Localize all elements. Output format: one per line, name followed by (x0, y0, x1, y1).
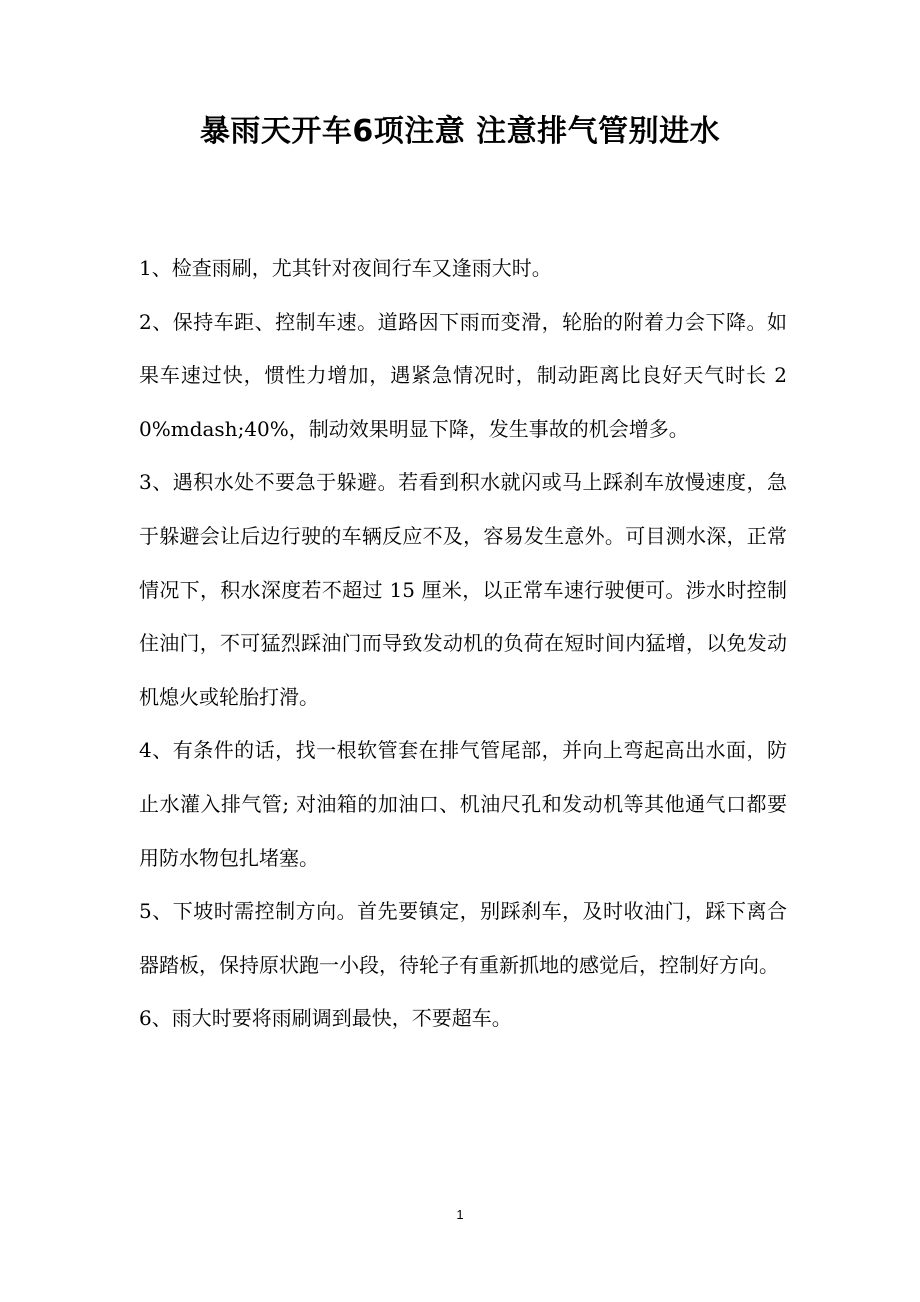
paragraph-2: 2、保持车距、控制车速。道路因下雨而变滑，轮胎的附着力会下降。如果车速过快，惯性力增加，遇紧急情况时，制动距离比良好天气时长 20%mdash;40%，制动效果明显下降，发生事故的机会增多。 (139, 309, 787, 441)
page-number: 1 (456, 1207, 464, 1222)
paragraph-4: 4、有条件的话，找一根软管套在排气管尾部，并向上弯起高出水面，防止水灌入排气管; 对油箱的加油口、机油尺孔和发动机等其他通气口都要用防水物包扎堵塞。 (139, 738, 787, 870)
document-body (139, 242, 787, 1046)
document-title: 暴雨天开车6项注意 注意排气管别进水 (199, 114, 721, 149)
paragraph-1: 1、检查雨刷，尤其针对夜间行车又逢雨大时。 (139, 256, 552, 280)
paragraph-5: 5、下坡时需控制方向。首先要镇定，别踩刹车，及时收油门，踩下离合器踏板，保持原状跑一小段，待轮子有重新抓地的感觉后，控制好方向。 (139, 899, 787, 977)
paragraph-3: 3、遇积水处不要急于躲避。若看到积水就闪或马上踩刹车放慢速度，急于躲避会让后边行驶的车辆反应不及，容易发生意外。可目测水深，正常情况下，积水深度若不超过 15 厘米，以正常车速行驶便可。涉水时控制住油门，不可猛烈踩油门而导致发动机的负荷在短时间内猛增，以免发动机熄火或轮胎打滑。 (139, 470, 787, 709)
paragraph-6: 6、雨大时要将雨刷调到最快，不要超车。 (139, 1006, 512, 1031)
